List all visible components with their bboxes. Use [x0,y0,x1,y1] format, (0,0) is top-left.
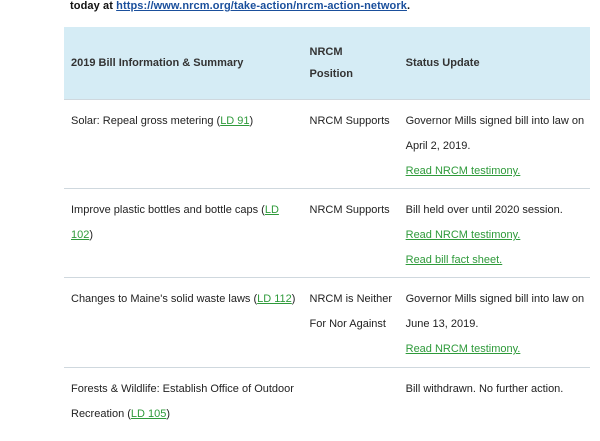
intro-prefix: today at [70,0,116,12]
table-header-row [64,27,590,100]
header-nrcm-position [303,27,399,100]
bill-ld-link[interactable]: LD 112 [257,293,292,305]
testimony-link[interactable]: Read NRCM testimony. [406,223,590,248]
status-cell [399,189,590,278]
table-row [64,278,590,368]
intro-suffix: . [407,0,410,12]
bill-ld-link[interactable]: LD 105 [131,408,166,420]
header-position-line2: Position [310,63,399,85]
header-position-line1: NRCM [310,41,399,63]
bill-close-paren: ) [89,229,93,241]
bill-cell [64,368,303,441]
action-network-link[interactable]: https://www.nrcm.org/take-action/nrcm-action-network [116,0,407,12]
status-text: Bill withdrawn. No further action. [406,377,590,402]
bill-close-paren: ) [250,115,254,127]
table-row [64,100,590,189]
bill-close-paren: ) [292,293,296,305]
bill-title: Changes to Maine's solid waste laws ( [71,293,257,305]
header-bill-info: 2019 Bill Information & Summary [64,27,303,100]
status-cell [399,368,590,441]
position-cell: NRCM Supports [303,189,399,278]
bill-cell [64,278,303,368]
table-row [64,368,590,441]
intro-text [70,0,410,12]
bill-title: Solar: Repeal gross metering ( [71,115,220,127]
status-text: Bill held over until 2020 session. [406,198,590,223]
header-status-update: Status Update [399,27,590,100]
fact-sheet-link[interactable]: Read bill fact sheet. [406,248,590,273]
bill-title: Improve plastic bottles and bottle caps ( [71,204,265,216]
status-text: Governor Mills signed bill into law on June 13, 2019. [406,287,590,337]
bill-cell [64,189,303,278]
bill-cell [64,100,303,189]
position-cell [303,368,399,441]
table-row [64,189,590,278]
testimony-link[interactable]: Read NRCM testimony. [406,159,590,184]
bill-title: Forests & Wildlife: Establish Office of Outdoor Recreation ( [71,383,294,420]
position-cell: NRCM is Neither For Nor Against [303,278,399,368]
bill-close-paren: ) [166,408,170,420]
bill-ld-link[interactable]: LD 102 [71,204,279,241]
testimony-link[interactable]: Read NRCM testimony. [406,337,590,362]
status-text: Governor Mills signed bill into law on April 2, 2019. [406,109,590,159]
bill-table [64,27,590,441]
bill-ld-link[interactable]: LD 91 [220,115,249,127]
status-cell [399,100,590,189]
status-cell [399,278,590,368]
position-cell: NRCM Supports [303,100,399,189]
